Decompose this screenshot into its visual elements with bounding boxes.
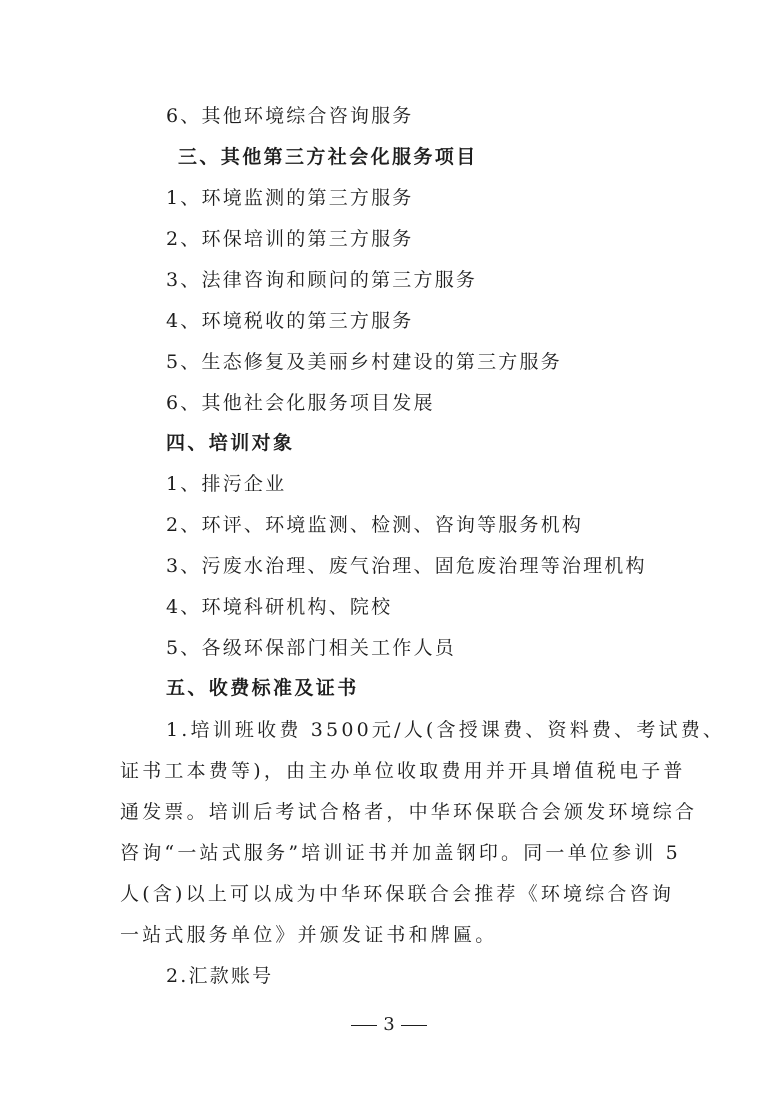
list-item: 2、环评、环境监测、检测、咨询等服务机构 — [166, 514, 584, 536]
section-heading: 四、培训对象 — [166, 432, 295, 454]
list-item: 2、环保培训的第三方服务 — [166, 228, 414, 250]
paragraph-line: 1.培训班收费 3500元/人(含授课费、资料费、考试费、 — [166, 719, 726, 741]
section-heading: 三、其他第三方社会化服务项目 — [178, 146, 478, 168]
list-item: 1、环境监测的第三方服务 — [166, 187, 414, 209]
section-heading: 五、收费标准及证书 — [166, 677, 359, 699]
list-item: 3、法律咨询和顾问的第三方服务 — [166, 269, 478, 291]
list-item: 4、环境科研机构、院校 — [166, 596, 393, 618]
list-item: 6、其他环境综合咨询服务 — [166, 105, 414, 127]
list-item: 6、其他社会化服务项目发展 — [166, 392, 435, 414]
page-number: 3 — [383, 1014, 395, 1035]
footer-rule-right — [401, 1025, 427, 1026]
page-footer — [0, 1014, 778, 1036]
list-item: 1、排污企业 — [166, 473, 287, 495]
list-item: 5、各级环保部门相关工作人员 — [166, 637, 456, 659]
list-item: 2.汇款账号 — [166, 965, 274, 987]
paragraph-line: 通发票。培训后考试合格者，中华环保联合会颁发环境综合 — [120, 801, 698, 823]
list-item: 3、污废水治理、废气治理、固危废治理等治理机构 — [166, 555, 647, 577]
footer-rule-left — [351, 1025, 377, 1026]
paragraph-line: 一站式服务单位》并颁发证书和牌匾。 — [120, 924, 498, 946]
list-item: 5、生态修复及美丽乡村建设的第三方服务 — [166, 351, 562, 373]
paragraph-line: 咨询“一站式服务”培训证书并加盖钢印。同一单位参训 5 — [120, 842, 681, 864]
list-item: 4、环境税收的第三方服务 — [166, 310, 414, 332]
paragraph-line: 人(含)以上可以成为中华环保联合会推荐《环境综合咨询 — [120, 883, 675, 905]
paragraph-line: 证书工本费等)，由主办单位收取费用并开具增值税电子普 — [120, 760, 686, 782]
